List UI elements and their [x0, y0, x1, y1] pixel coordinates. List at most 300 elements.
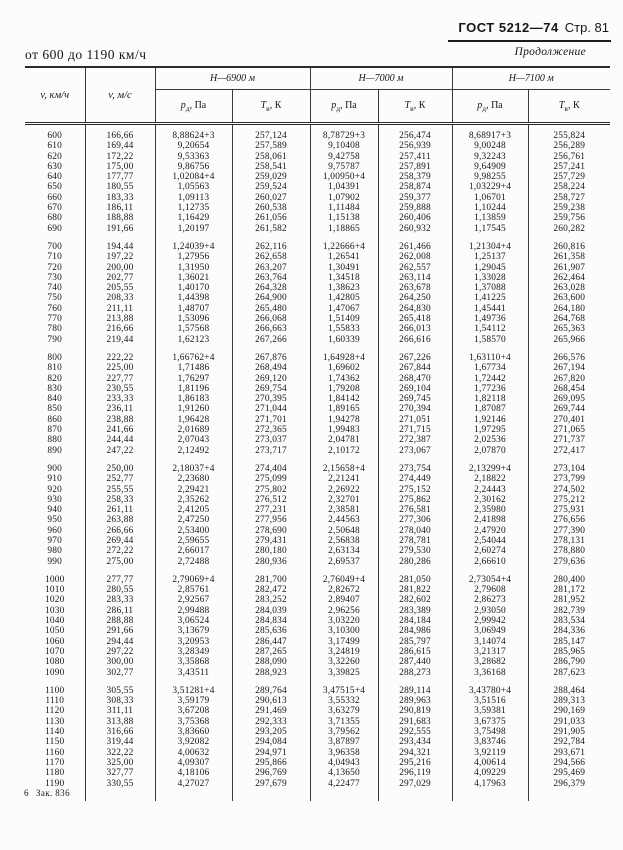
pd-7000-cell: 9,42758 — [310, 152, 378, 162]
pd-7100-cell: 8,68917+3 — [452, 131, 528, 141]
page-number: Стр. 81 — [564, 20, 609, 35]
t-7100-cell: 287,623 — [553, 667, 586, 678]
table-row — [25, 575, 610, 585]
t-7000-cell: 292,555 — [378, 727, 452, 737]
t-7000-cell: 286,615 — [378, 647, 452, 657]
speed-ms-cell: 286,11 — [85, 606, 155, 616]
t-6900-cell: 283,252 — [232, 595, 310, 605]
t-6900-cell: 275,802 — [232, 485, 310, 495]
speed-ms-cell: 202,77 — [85, 273, 155, 283]
spacer-cell — [232, 567, 310, 575]
pd-7000-cell: 8,78729+3 — [310, 131, 378, 141]
pd-7000-cell: 2,50648 — [310, 526, 378, 536]
spacer-cell — [378, 678, 452, 686]
pd-7100-cell: 4,00614 — [452, 758, 528, 768]
pd-subscript: д — [482, 103, 487, 113]
speed-ms-cell: 188,88 — [85, 213, 155, 223]
t-7100-cell: 290,169 — [553, 706, 586, 717]
pd-unit: , Па — [189, 99, 207, 111]
spacer-cell — [310, 456, 378, 464]
t-7000-cell: 260,406 — [378, 213, 452, 223]
block-spacer-row — [25, 567, 610, 575]
t-7000-cell: 289,963 — [378, 696, 452, 706]
pd-6900-cell: 3,59179 — [155, 696, 232, 706]
col-header-altitude-6900: Н—6900 м — [155, 67, 310, 90]
t-7100-cell: 274,502 — [553, 484, 586, 495]
pd-7100-cell: 2,47920 — [452, 526, 528, 536]
table-row — [25, 435, 610, 445]
t-6900-cell: 278,690 — [232, 526, 310, 536]
t-6900-cell: 294,971 — [232, 748, 310, 758]
t-7000-cell: 281,822 — [378, 585, 452, 595]
pd-7000-cell: 2,89407 — [310, 595, 378, 605]
t-7100-cell: 295,469 — [553, 768, 586, 779]
t-7100-cell: 260,282 — [553, 223, 586, 234]
pd-7100-cell: 4,09229 — [452, 768, 528, 778]
t-7000-cell: 283,389 — [378, 606, 452, 616]
pd-7000-cell: 2,32701 — [310, 495, 378, 505]
pd-7100-cell: 2,66610 — [452, 557, 528, 567]
speed-kmh-cell: 1170 — [25, 758, 85, 768]
t-6900-cell: 280,936 — [232, 557, 310, 567]
pd-7100-cell: 2,07870 — [452, 446, 528, 456]
pd-6900-cell: 1,76297 — [155, 374, 232, 384]
spacer-cell — [452, 678, 528, 686]
pd-7100-cell: 1,58570 — [452, 335, 528, 345]
block-spacer-row — [25, 234, 610, 242]
speed-kmh-cell: 1140 — [25, 727, 85, 737]
t-6900-cell: 267,266 — [232, 335, 310, 345]
t-7000-cell: 294,321 — [378, 748, 452, 758]
pd-7000-cell: 2,69537 — [310, 557, 378, 567]
speed-kmh-cell: 690 — [25, 224, 85, 234]
pd-6900-cell: 2,01689 — [155, 425, 232, 435]
spacer-cell — [310, 124, 378, 132]
pd-7000-cell: 3,55332 — [310, 696, 378, 706]
t-6900-cell: 276,512 — [232, 495, 310, 505]
spacer-cell — [232, 789, 310, 801]
speed-kmh-cell: 900 — [25, 464, 85, 474]
document-reference — [448, 20, 611, 42]
table-row — [25, 193, 610, 203]
pd-6900-cell: 2,53400 — [155, 526, 232, 536]
speed-ms-cell: 308,33 — [85, 696, 155, 706]
pd-7100-cell: 3,21317 — [452, 647, 528, 657]
t-7000-cell: 288,273 — [378, 668, 452, 678]
col-header-t-7100 — [528, 90, 610, 124]
pd-7100-cell: 9,64909 — [452, 162, 528, 172]
spacer-cell — [25, 678, 85, 686]
speed-kmh-cell: 1000 — [25, 575, 85, 585]
speed-ms-cell: 175,00 — [85, 162, 155, 172]
spacer-cell — [85, 124, 155, 132]
speed-kmh-cell: 980 — [25, 546, 85, 556]
speed-kmh-cell: 1190 — [25, 779, 85, 789]
pd-7100-cell: 3,43780+4 — [452, 686, 528, 696]
speed-kmh-cell: 680 — [25, 213, 85, 223]
table-row — [25, 152, 610, 162]
speed-ms-cell: 313,88 — [85, 717, 155, 727]
speed-kmh-cell: 650 — [25, 182, 85, 192]
table-row — [25, 737, 610, 747]
pd-7100-cell: 1,25137 — [452, 252, 528, 262]
t-7000-cell: 266,013 — [378, 324, 452, 334]
t-7000-cell: 267,226 — [378, 353, 452, 363]
speed-ms-cell: 325,00 — [85, 758, 155, 768]
table-row — [25, 595, 610, 605]
speed-kmh-cell: 700 — [25, 242, 85, 252]
t-6900-cell: 272,365 — [232, 425, 310, 435]
pd-unit: , Па — [486, 99, 503, 111]
speed-ms-cell: 236,11 — [85, 404, 155, 414]
pd-7000-cell: 2,15658+4 — [310, 464, 378, 474]
t-7000-cell: 273,754 — [378, 464, 452, 474]
t-7000-cell: 256,474 — [378, 131, 452, 141]
table-row — [25, 637, 610, 647]
pd-7000-cell: 1,04391 — [310, 182, 378, 192]
pd-unit: , Па — [340, 99, 357, 111]
t-7100-cell: 285,965 — [553, 646, 586, 657]
t-6900-cell: 277,956 — [232, 515, 310, 525]
table-row — [25, 131, 610, 141]
table-row — [25, 213, 610, 223]
pd-7000-cell: 3,71355 — [310, 717, 378, 727]
table-row — [25, 717, 610, 727]
t-7100-cell: 279,636 — [553, 556, 586, 567]
speed-kmh-cell: 1130 — [25, 717, 85, 727]
t-subscript: в — [266, 103, 270, 113]
table-row — [25, 696, 610, 706]
table-row — [25, 626, 610, 636]
table-row — [25, 363, 610, 373]
t-unit: , К — [413, 99, 426, 111]
pd-7100-cell: 1,63110+4 — [452, 353, 528, 363]
speed-ms-cell: 252,77 — [85, 474, 155, 484]
t-7100-cell: 267,194 — [553, 363, 586, 374]
table-row — [25, 252, 610, 262]
pd-7100-cell: 2,30162 — [452, 495, 528, 505]
pd-6900-cell: 1,53096 — [155, 314, 232, 324]
table-row — [25, 647, 610, 657]
speed-ms-cell: 244,44 — [85, 435, 155, 445]
pd-6900-cell: 1,57568 — [155, 324, 232, 334]
pd-7100-cell: 3,67375 — [452, 717, 528, 727]
speed-ms-cell: 177,77 — [85, 172, 155, 182]
pd-6900-cell: 4,18106 — [155, 768, 232, 778]
block-spacer-row — [25, 456, 610, 464]
pd-6900-cell: 1,09113 — [155, 193, 232, 203]
speed-ms-cell: 191,66 — [85, 224, 155, 234]
t-7000-cell: 265,418 — [378, 314, 452, 324]
t-7100-cell: 276,656 — [553, 515, 586, 526]
col-header-pd-7100 — [452, 90, 528, 124]
table-row — [25, 616, 610, 626]
t-6900-cell: 296,769 — [232, 768, 310, 778]
pd-7000-cell: 3,17499 — [310, 637, 378, 647]
table-row — [25, 526, 610, 536]
pd-7000-cell: 3,10300 — [310, 626, 378, 636]
table-row — [25, 224, 610, 234]
t-6900-cell: 289,764 — [232, 686, 310, 696]
t-7100-cell: 266,576 — [553, 352, 586, 363]
t-7000-cell: 259,888 — [378, 203, 452, 213]
t-7100-cell: 258,224 — [553, 182, 586, 193]
pd-6900-cell: 2,18037+4 — [155, 464, 232, 474]
t-7100-cell: 291,905 — [553, 727, 586, 738]
speed-kmh-cell: 970 — [25, 536, 85, 546]
pd-7100-cell: 9,98255 — [452, 172, 528, 182]
table-row — [25, 324, 610, 334]
speed-ms-cell: 302,77 — [85, 668, 155, 678]
t-7100-cell: 272,417 — [553, 445, 586, 456]
pd-7000-cell: 1,15138 — [310, 213, 378, 223]
spacer-cell — [378, 789, 452, 801]
speed-kmh-cell: 770 — [25, 314, 85, 324]
table-row — [25, 404, 610, 414]
speed-kmh-cell: 1090 — [25, 668, 85, 678]
spacer-cell — [378, 456, 452, 464]
spacer-cell — [85, 789, 155, 801]
pd-7000-cell: 2,26922 — [310, 485, 378, 495]
table-row — [25, 425, 610, 435]
pd-7000-cell: 4,22477 — [310, 779, 378, 789]
t-6900-cell: 284,834 — [232, 616, 310, 626]
t-7000-cell: 271,051 — [378, 415, 452, 425]
t-7100-cell: 261,358 — [553, 252, 586, 263]
pd-6900-cell: 2,35262 — [155, 495, 232, 505]
pd-7100-cell: 3,28682 — [452, 657, 528, 667]
pd-7000-cell: 3,03220 — [310, 616, 378, 626]
t-7000-cell: 276,581 — [378, 505, 452, 515]
pd-7000-cell: 2,63134 — [310, 546, 378, 556]
table-row — [25, 273, 610, 283]
pd-7000-cell: 1,47067 — [310, 304, 378, 314]
speed-ms-cell: 205,55 — [85, 283, 155, 293]
pd-7000-cell: 1,26541 — [310, 252, 378, 262]
speed-kmh-cell: 960 — [25, 526, 85, 536]
speed-kmh-cell: 750 — [25, 293, 85, 303]
speed-ms-cell: 200,00 — [85, 263, 155, 273]
t-7000-cell: 258,379 — [378, 172, 452, 182]
pd-7000-cell: 1,64928+4 — [310, 353, 378, 363]
pd-symbol: p — [477, 99, 483, 111]
table-row — [25, 657, 610, 667]
pd-6900-cell: 2,79069+4 — [155, 575, 232, 585]
t-7000-cell: 275,152 — [378, 485, 452, 495]
pd-7000-cell: 2,96256 — [310, 606, 378, 616]
spacer-cell — [25, 234, 85, 242]
t-6900-cell: 269,754 — [232, 384, 310, 394]
pd-6900-cell: 2,59655 — [155, 536, 232, 546]
t-symbol: Т — [404, 99, 411, 111]
pd-6900-cell: 2,29421 — [155, 485, 232, 495]
t-6900-cell: 271,701 — [232, 415, 310, 425]
t-6900-cell: 263,207 — [232, 263, 310, 273]
pd-7100-cell: 1,72442 — [452, 374, 528, 384]
spacer-cell — [85, 678, 155, 686]
speed-ms-cell: 169,44 — [85, 141, 155, 151]
spacer-cell — [85, 234, 155, 242]
speed-ms-cell: 255,55 — [85, 485, 155, 495]
t-7000-cell: 279,530 — [378, 546, 452, 556]
pd-7000-cell: 2,44563 — [310, 515, 378, 525]
pd-7100-cell: 1,33028 — [452, 273, 528, 283]
pd-7100-cell: 3,51516 — [452, 696, 528, 706]
pd-7000-cell: 3,79562 — [310, 727, 378, 737]
table-row — [25, 293, 610, 303]
pd-6900-cell: 3,20953 — [155, 637, 232, 647]
pd-6900-cell: 2,23680 — [155, 474, 232, 484]
spacer-cell — [155, 567, 232, 575]
pd-7000-cell: 1,22666+4 — [310, 242, 378, 252]
speed-ms-cell: 261,11 — [85, 505, 155, 515]
spacer-cell — [378, 124, 452, 132]
speed-kmh-cell: 730 — [25, 273, 85, 283]
table-row — [25, 203, 610, 213]
pd-6900-cell: 1,16429 — [155, 213, 232, 223]
t-7100-cell: 256,761 — [553, 151, 586, 162]
table-row — [25, 353, 610, 363]
t-7000-cell: 272,387 — [378, 435, 452, 445]
spacer-cell — [378, 345, 452, 353]
col-header-t-6900 — [232, 90, 310, 124]
pd-7000-cell: 2,21241 — [310, 474, 378, 484]
aerodynamic-table — [25, 66, 610, 801]
pd-7100-cell: 2,73054+4 — [452, 575, 528, 585]
speed-ms-cell: 230,55 — [85, 384, 155, 394]
speed-ms-cell: 300,00 — [85, 657, 155, 667]
speed-ms-cell: 297,22 — [85, 647, 155, 657]
t-6900-cell: 287,265 — [232, 647, 310, 657]
pd-symbol: p — [331, 99, 337, 111]
continuation-label: Продолжение — [514, 46, 586, 58]
pd-6900-cell: 1,44398 — [155, 293, 232, 303]
table-row — [25, 758, 610, 768]
spacer-cell — [155, 789, 232, 801]
pd-6900-cell: 1,86183 — [155, 394, 232, 404]
speed-kmh-cell: 660 — [25, 193, 85, 203]
speed-ms-cell: 305,55 — [85, 686, 155, 696]
speed-ms-cell: 330,55 — [85, 779, 155, 789]
t-6900-cell: 259,029 — [232, 172, 310, 182]
spacer-cell — [528, 567, 610, 575]
pd-6900-cell: 4,00632 — [155, 748, 232, 758]
t-7000-cell: 264,830 — [378, 304, 452, 314]
t-7100-cell: 288,464 — [553, 685, 586, 696]
t-7100-cell: 281,952 — [553, 595, 586, 606]
t-6900-cell: 273,037 — [232, 435, 310, 445]
pd-7000-cell: 1,11484 — [310, 203, 378, 213]
speed-ms-cell: 311,11 — [85, 706, 155, 716]
t-6900-cell: 293,205 — [232, 727, 310, 737]
t-7100-cell: 259,238 — [553, 203, 586, 214]
pd-7000-cell: 1,30491 — [310, 263, 378, 273]
table-row — [25, 141, 610, 151]
speed-kmh-cell: 720 — [25, 263, 85, 273]
pd-7100-cell: 2,41898 — [452, 515, 528, 525]
table-row — [25, 585, 610, 595]
table-row — [25, 546, 610, 556]
pd-7000-cell: 9,75787 — [310, 162, 378, 172]
t-7100-cell: 255,824 — [553, 131, 586, 141]
speed-kmh-cell: 830 — [25, 384, 85, 394]
pd-7100-cell: 1,37088 — [452, 283, 528, 293]
t-6900-cell: 294,084 — [232, 737, 310, 747]
t-7000-cell: 260,932 — [378, 224, 452, 234]
pd-7000-cell: 1,99483 — [310, 425, 378, 435]
t-6900-cell: 270,395 — [232, 394, 310, 404]
t-7100-cell: 267,820 — [553, 373, 586, 384]
pd-6900-cell: 3,83660 — [155, 727, 232, 737]
spacer-cell — [378, 234, 452, 242]
pd-7000-cell: 3,96358 — [310, 748, 378, 758]
t-7100-cell: 262,464 — [553, 272, 586, 283]
t-7000-cell: 267,844 — [378, 363, 452, 373]
speed-kmh-cell: 1040 — [25, 616, 85, 626]
pd-6900-cell: 8,88624+3 — [155, 131, 232, 141]
speed-ms-cell: 263,88 — [85, 515, 155, 525]
t-7100-cell: 270,401 — [553, 414, 586, 425]
t-6900-cell: 271,044 — [232, 404, 310, 414]
spacer-cell — [25, 124, 85, 132]
speed-ms-cell: 319,44 — [85, 737, 155, 747]
pd-6900-cell: 1,48707 — [155, 304, 232, 314]
speed-kmh-cell: 610 — [25, 141, 85, 151]
t-7000-cell: 257,891 — [378, 162, 452, 172]
table-row — [25, 606, 610, 616]
block-spacer-row — [25, 124, 610, 132]
t-7000-cell: 293,434 — [378, 737, 452, 747]
spacer-cell — [155, 678, 232, 686]
t-6900-cell: 273,717 — [232, 446, 310, 456]
speed-ms-cell: 327,77 — [85, 768, 155, 778]
speed-kmh-cell: 1020 — [25, 595, 85, 605]
speed-kmh-cell: 640 — [25, 172, 85, 182]
pd-7100-cell: 1,17545 — [452, 224, 528, 234]
t-7100-cell: 292,784 — [553, 737, 586, 748]
speed-ms-cell: 272,22 — [85, 546, 155, 556]
pd-6900-cell: 3,92082 — [155, 737, 232, 747]
block-spacer-row — [25, 678, 610, 686]
speed-kmh-cell: 990 — [25, 557, 85, 567]
pd-7000-cell: 3,39825 — [310, 668, 378, 678]
pd-7000-cell: 4,04943 — [310, 758, 378, 768]
t-7100-cell: 278,880 — [553, 546, 586, 557]
spacer-cell — [528, 789, 610, 801]
t-6900-cell: 264,328 — [232, 283, 310, 293]
pd-7100-cell: 1,21304+4 — [452, 242, 528, 252]
table-row — [25, 515, 610, 525]
speed-ms-cell: 219,44 — [85, 335, 155, 345]
t-6900-cell: 274,404 — [232, 464, 310, 474]
pd-6900-cell: 1,12735 — [155, 203, 232, 213]
table-row — [25, 706, 610, 716]
speed-kmh-cell: 1180 — [25, 768, 85, 778]
t-6900-cell: 288,923 — [232, 668, 310, 678]
t-7000-cell: 282,602 — [378, 595, 452, 605]
t-6900-cell: 285,636 — [232, 626, 310, 636]
t-7100-cell: 256,289 — [553, 141, 586, 152]
spacer-cell — [25, 345, 85, 353]
spacer-cell — [232, 124, 310, 132]
t-6900-cell: 260,538 — [232, 203, 310, 213]
t-7100-cell: 257,241 — [553, 161, 586, 172]
pd-7000-cell: 3,32260 — [310, 657, 378, 667]
table-row — [25, 495, 610, 505]
t-subscript: в — [410, 103, 414, 113]
t-7100-cell: 286,790 — [553, 657, 586, 668]
pd-7100-cell: 2,02536 — [452, 435, 528, 445]
